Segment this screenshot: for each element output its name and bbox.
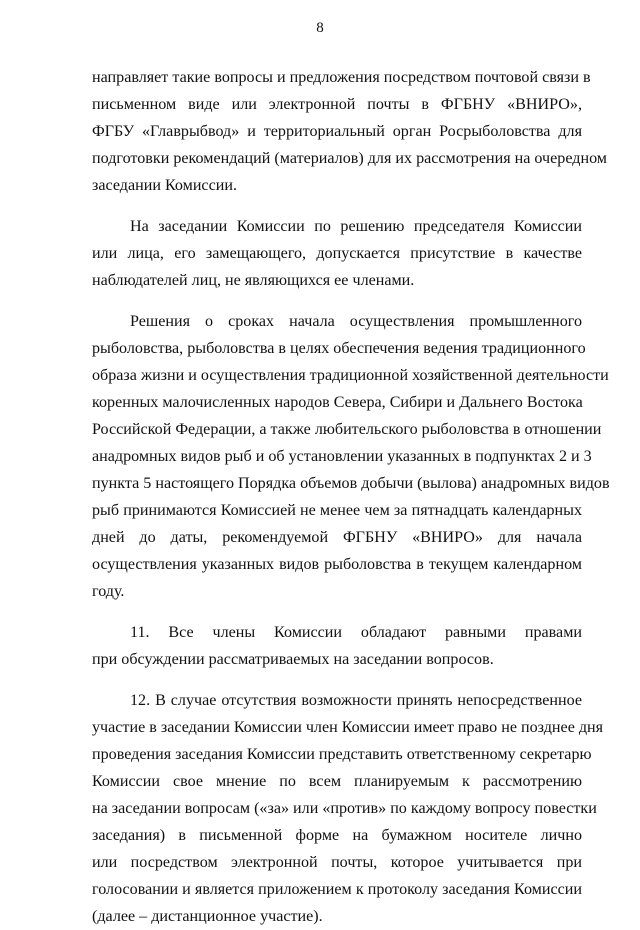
text-line: на заседании вопросам («за» или «против» по каждому вопросу повестки — [92, 800, 597, 817]
text-line: голосовании и является приложением к протоколу заседания Комиссии — [92, 881, 582, 898]
paragraph — [92, 308, 610, 605]
text-line: (далее – дистанционное участие). — [92, 908, 323, 925]
text-line: Решения о сроках начала осуществления промышленного — [130, 313, 582, 330]
page-number: 8 — [316, 20, 324, 36]
paragraph-gap — [92, 605, 582, 619]
text-line: направляет такие вопросы и предложения посредством почтовой связи в — [92, 69, 591, 86]
text-line: письменном виде или электронной почты в ФГБНУ «ВНИРО», — [92, 96, 582, 113]
text-line: проведения заседания Комиссии представить ответственному секретарю — [92, 746, 592, 763]
text-line: участие в заседании Комиссии член Комиссии имеет право не позднее дня — [92, 719, 604, 736]
document-body — [92, 64, 610, 930]
paragraph — [92, 619, 582, 673]
text-line: при обсуждении рассматриваемых на заседании вопросов. — [92, 651, 494, 668]
text-line: анадромных видов рыб и об установлении указанных в подпунктах 2 и 3 — [92, 448, 592, 465]
text-line: заседания) в письменной форме на бумажном носителе лично — [92, 827, 582, 844]
text-line: Комиссии свое мнение по всем планируемым к рассмотрению — [92, 773, 582, 790]
text-line: дней до даты, рекомендуемой ФГБНУ «ВНИРО» для начала — [92, 529, 582, 546]
text-line: или лица, его замещающего, допускается присутствие в качестве — [92, 245, 582, 262]
text-line: 11. Все члены Комиссии обладают равными правами — [130, 624, 582, 641]
text-line: подготовки рекомендаций (материалов) для их рассмотрения на очередном — [92, 150, 607, 167]
text-line: осуществления указанных видов рыболовства в текущем календарном — [92, 556, 582, 573]
paragraph-gap — [92, 199, 582, 213]
paragraph-gap — [92, 294, 582, 308]
text-line: рыб принимаются Комиссией не менее чем за пятнадцать календарных — [92, 502, 582, 519]
paragraph-gap — [92, 673, 582, 687]
paragraph — [92, 213, 582, 294]
text-line: На заседании Комиссии по решению председателя Комиссии — [130, 218, 582, 235]
text-line: или посредством электронной почты, которое учитывается при — [92, 854, 582, 871]
text-line: рыболовства, рыболовства в целях обеспечения ведения традиционного — [92, 340, 586, 357]
text-line: образа жизни и осуществления традиционной хозяйственной деятельности — [92, 367, 609, 384]
text-line: пункта 5 настоящего Порядка объемов добычи (вылова) анадромных видов — [92, 475, 610, 492]
text-line: ФГБУ «Главрыбвод» и территориальный орган Росрыболовства для — [92, 123, 582, 140]
paragraph — [92, 64, 607, 199]
text-line: 12. В случае отсутствия возможности принять непосредственное — [130, 692, 582, 709]
paragraph — [92, 687, 604, 930]
text-line: наблюдателей лиц, не являющихся ее членами. — [92, 272, 415, 289]
text-line: заседании Комиссии. — [92, 177, 237, 194]
text-line: Российской Федерации, а также любительского рыболовства в отношении — [92, 421, 602, 438]
text-line: году. — [92, 583, 125, 600]
text-line: коренных малочисленных народов Севера, Сибири и Дальнего Востока — [92, 394, 583, 411]
